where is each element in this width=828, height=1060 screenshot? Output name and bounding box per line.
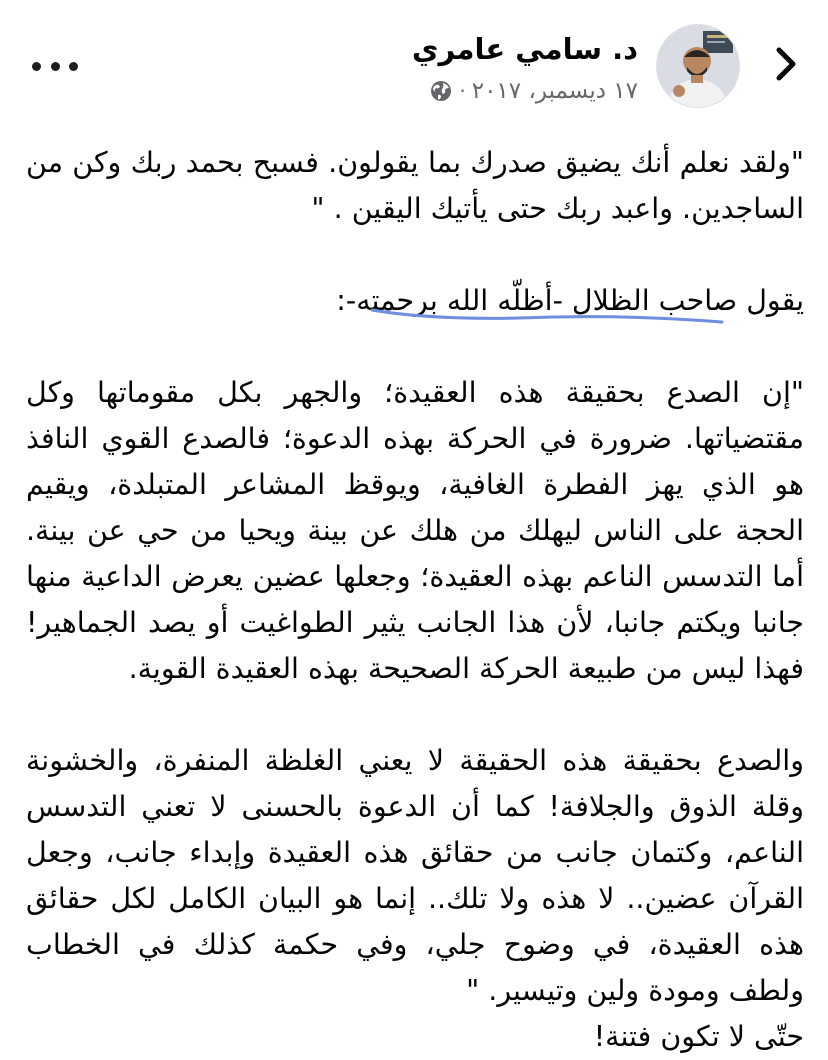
more-options-button[interactable] <box>32 54 78 78</box>
post-body <box>26 140 804 1060</box>
intro-after: -: <box>336 284 357 317</box>
hand-drawn-underline <box>370 296 725 336</box>
more-horizontal-icon <box>32 62 41 71</box>
post-header <box>0 0 828 130</box>
post-meta <box>429 78 638 104</box>
avatar[interactable] <box>656 24 740 108</box>
intro-before: يقول صاحب الظلال - <box>552 284 804 317</box>
closing-line: حتّى لا تكون فتنة! <box>593 1020 804 1053</box>
verse-paragraph: "ولقد نعلم أنك يضيق صدرك بما يقولون. فسبح بحمد ربك وكن من الساجدين. واعبد ربك حتى يأتيك اليقين . " <box>26 146 804 225</box>
author-name[interactable]: د. سامي عامري <box>411 32 638 66</box>
post-date[interactable]: ١٧ ديسمبر، ٢٠١٧ <box>471 78 638 104</box>
globe-icon <box>429 79 453 103</box>
quote-paragraph-2: والصدع بحقيقة هذه الحقيقة لا يعني الغلظة المنفرة، والخشونة وقلة الذوق والجلافة! كما أن الدعوة بالحسنى لا تعني التدسس الناعم، وكتمان جانب من حقائق هذه العقيدة وإبداء جانب، وجعل القرآن عضين.. لا هذه ولا تلك.. إنما هو البيان الكامل لكل حقائق هذه العقيدة، في وضوح جلي، وفي حكمة كذلك في الخطاب ولطف ومودة ولين وتيسير. " <box>26 744 804 1007</box>
quote-paragraph-1: "إن الصدع بحقيقة هذه العقيدة؛ والجهر بكل مقوماتها وكل مقتضياتها. ضرورة في الحركة بهذه الدعوة؛ فالصدع القوي النافذ هو الذي يهز الفطرة الغافية، ويوقظ المشاعر المتبلدة، ويقيم الحجة على الناس ليهلك من هلك عن بينة ويحيا من حي عن بينة. أما التدسس الناعم بهذه العقيدة؛ وجعلها عضين يعرض الداعية منها جانبا ويكتم جانبا، لأن هذا الجانب يثير الطواغيت أو يصد الجماهير! فهذا ليس من طبيعة الحركة الصحيحة بهذه العقيدة القوية. <box>26 376 804 685</box>
intro-marked-text: أظلّه الله برحمته <box>356 284 553 317</box>
back-button[interactable] <box>766 40 806 88</box>
meta-separator: · <box>459 79 466 103</box>
chevron-right-icon <box>773 44 799 84</box>
